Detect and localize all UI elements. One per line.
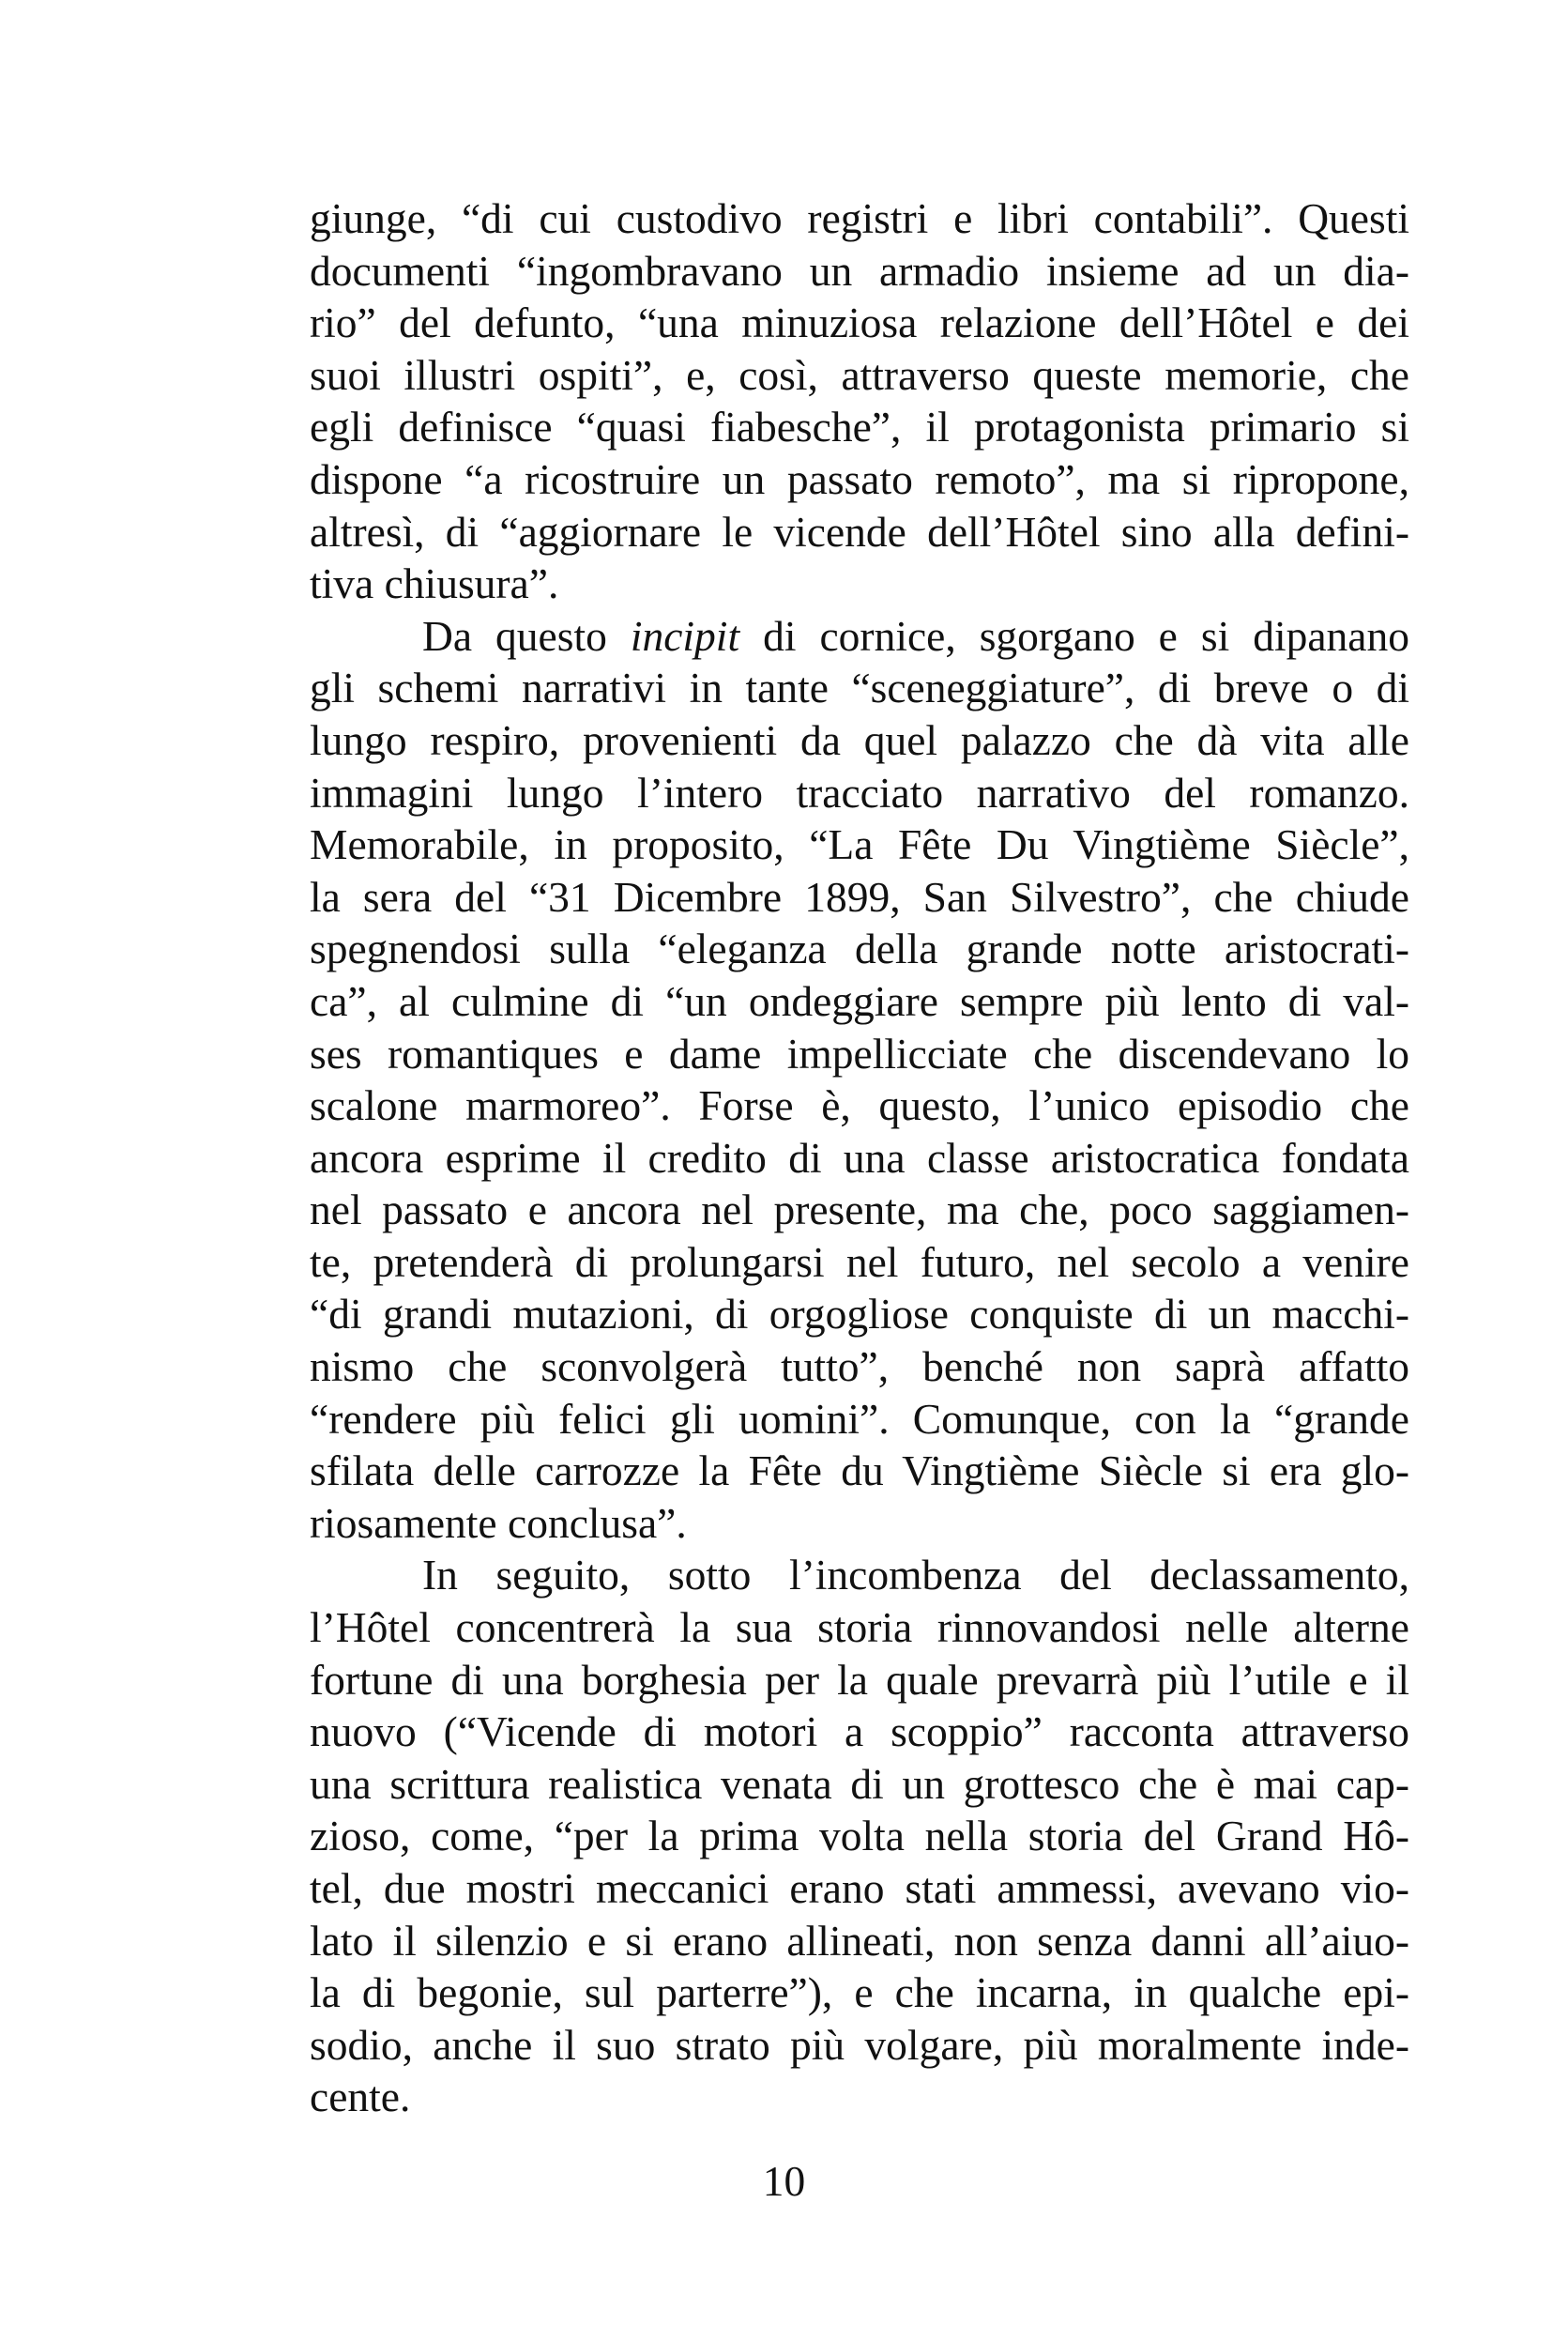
text-segment: riosamente conclusa”.	[310, 1498, 687, 1547]
text-line	[310, 1654, 1409, 1706]
text-segment: lato il silenzio e si erano allineati, non senza danni all’aiuo-	[310, 1916, 1409, 1965]
text-segment: sfilata delle carrozze la Fête du Vingtième Siècle si era glo-	[310, 1446, 1409, 1495]
text-segment: suoi illustri ospiti”, e, così, attraverso queste memorie, che	[310, 350, 1409, 399]
text-line	[310, 245, 1409, 298]
text-segment: nuovo (“Vicende di motori a scoppio” racconta attraverso	[310, 1707, 1409, 1756]
italic-term: incipit	[630, 611, 740, 660]
text-segment: una scrittura realistica venata di un grottesco che è mai cap-	[310, 1759, 1409, 1808]
text-line	[310, 1810, 1409, 1862]
paragraph	[310, 610, 1409, 1550]
text-line	[310, 1236, 1409, 1289]
text-line	[310, 297, 1409, 349]
text-segment: Memorabile, in proposito, “La Fête Du Vingtième Siècle”,	[310, 820, 1409, 869]
text-line	[310, 1497, 1409, 1550]
text-line	[310, 819, 1409, 871]
text-line	[310, 558, 1409, 610]
text-segment: In seguito, sotto l’incombenza del declassamento,	[422, 1551, 1409, 1599]
text-segment: Da questo	[422, 611, 631, 660]
text-line	[310, 1393, 1409, 1446]
page-number: 10	[762, 2157, 806, 2205]
text-line	[310, 714, 1409, 767]
text-line	[310, 1966, 1409, 2019]
text-segment: te, pretenderà di prolungarsi nel futuro, nel secolo a venire	[310, 1237, 1409, 1286]
text-segment: fortune di una borghesia per la quale prevarrà più l’utile e il	[310, 1655, 1409, 1704]
text-segment: giunge, “di cui custodivo registri e libri contabili”. Questi	[310, 194, 1409, 242]
text-segment: gli schemi narrativi in tante “sceneggiature”, di breve o di	[310, 664, 1409, 712]
text-line	[310, 1758, 1409, 1811]
text-segment: immagini lungo l’intero tracciato narrativo del romanzo.	[310, 768, 1409, 817]
text-segment: scalone marmoreo”. Forse è, questo, l’unico episodio che	[310, 1081, 1409, 1130]
text-segment: lungo respiro, provenienti da quel palazzo che dà vita alle	[310, 715, 1409, 764]
text-line	[310, 1915, 1409, 1967]
text-line	[310, 923, 1409, 975]
text-line	[310, 871, 1409, 924]
text-line	[310, 1184, 1409, 1236]
text-segment: altresì, di “aggiornare le vicende dell’Hôtel sino alla defini-	[310, 507, 1409, 556]
text-line	[310, 975, 1409, 1028]
text-line	[310, 662, 1409, 714]
text-segment: tiva chiusura”.	[310, 559, 559, 608]
text-line	[310, 610, 1409, 663]
text-segment: “rendere più felici gli uomini”. Comunque, con la “grande	[310, 1394, 1409, 1443]
text-segment: nel passato e ancora nel presente, ma che, poco saggiamen-	[310, 1186, 1409, 1234]
text-segment: di cornice, sgorgano e si dipanano	[739, 611, 1409, 660]
text-line	[310, 1445, 1409, 1497]
text-line	[310, 2071, 1409, 2123]
text-line	[310, 1862, 1409, 1915]
paragraph	[310, 1549, 1409, 2123]
text-segment: spegnendosi sulla “eleganza della grande notte aristocrati-	[310, 925, 1409, 973]
text-line	[310, 1706, 1409, 1758]
text-segment: la sera del “31 Dicembre 1899, San Silvestro”, che chiude	[310, 872, 1409, 921]
text-line	[310, 453, 1409, 506]
text-line	[310, 1601, 1409, 1654]
text-segment: la di begonie, sul parterre”), e che incarna, in qualche epi-	[310, 1968, 1409, 2017]
text-line	[310, 1549, 1409, 1601]
text-line	[310, 192, 1409, 245]
text-line	[310, 1079, 1409, 1132]
text-segment: ca”, al culmine di “un ondeggiare sempre più lento di val-	[310, 976, 1409, 1025]
paragraph	[310, 192, 1409, 610]
text-segment: nismo che sconvolgerà tutto”, benché non saprà affatto	[310, 1342, 1409, 1391]
text-segment: zioso, come, “per la prima volta nella storia del Grand Hô-	[310, 1812, 1409, 1860]
text-segment: rio” del defunto, “una minuziosa relazione dell’Hôtel e dei	[310, 298, 1409, 347]
text-segment: documenti “ingombravano un armadio insieme ad un dia-	[310, 246, 1409, 295]
text-segment: sodio, anche il suo strato più volgare, più moralmente inde-	[310, 2020, 1409, 2069]
text-line	[310, 349, 1409, 402]
text-segment: ses romantiques e dame impellicciate che discendevano lo	[310, 1029, 1409, 1078]
text-line	[310, 1340, 1409, 1393]
text-segment: dispone “a ricostruire un passato remoto”, ma si ripropone,	[310, 454, 1409, 503]
text-line	[310, 1288, 1409, 1340]
text-segment: egli definisce “quasi fiabesche”, il protagonista primario si	[310, 403, 1409, 451]
text-line	[310, 1132, 1409, 1185]
text-line	[310, 506, 1409, 558]
text-segment: “di grandi mutazioni, di orgogliose conquiste di un macchi-	[310, 1290, 1409, 1339]
text-line	[310, 767, 1409, 819]
text-segment: cente.	[310, 2073, 411, 2121]
text-segment: l’Hôtel concentrerà la sua storia rinnovandosi nelle alterne	[310, 1603, 1409, 1652]
text-line	[310, 1028, 1409, 1080]
text-segment: ancora esprime il credito di una classe aristocratica fondata	[310, 1133, 1409, 1182]
text-line	[310, 2019, 1409, 2072]
text-segment: tel, due mostri meccanici erano stati ammessi, avevano vio-	[310, 1864, 1409, 1912]
body-text	[310, 192, 1409, 2123]
text-line	[310, 401, 1409, 453]
